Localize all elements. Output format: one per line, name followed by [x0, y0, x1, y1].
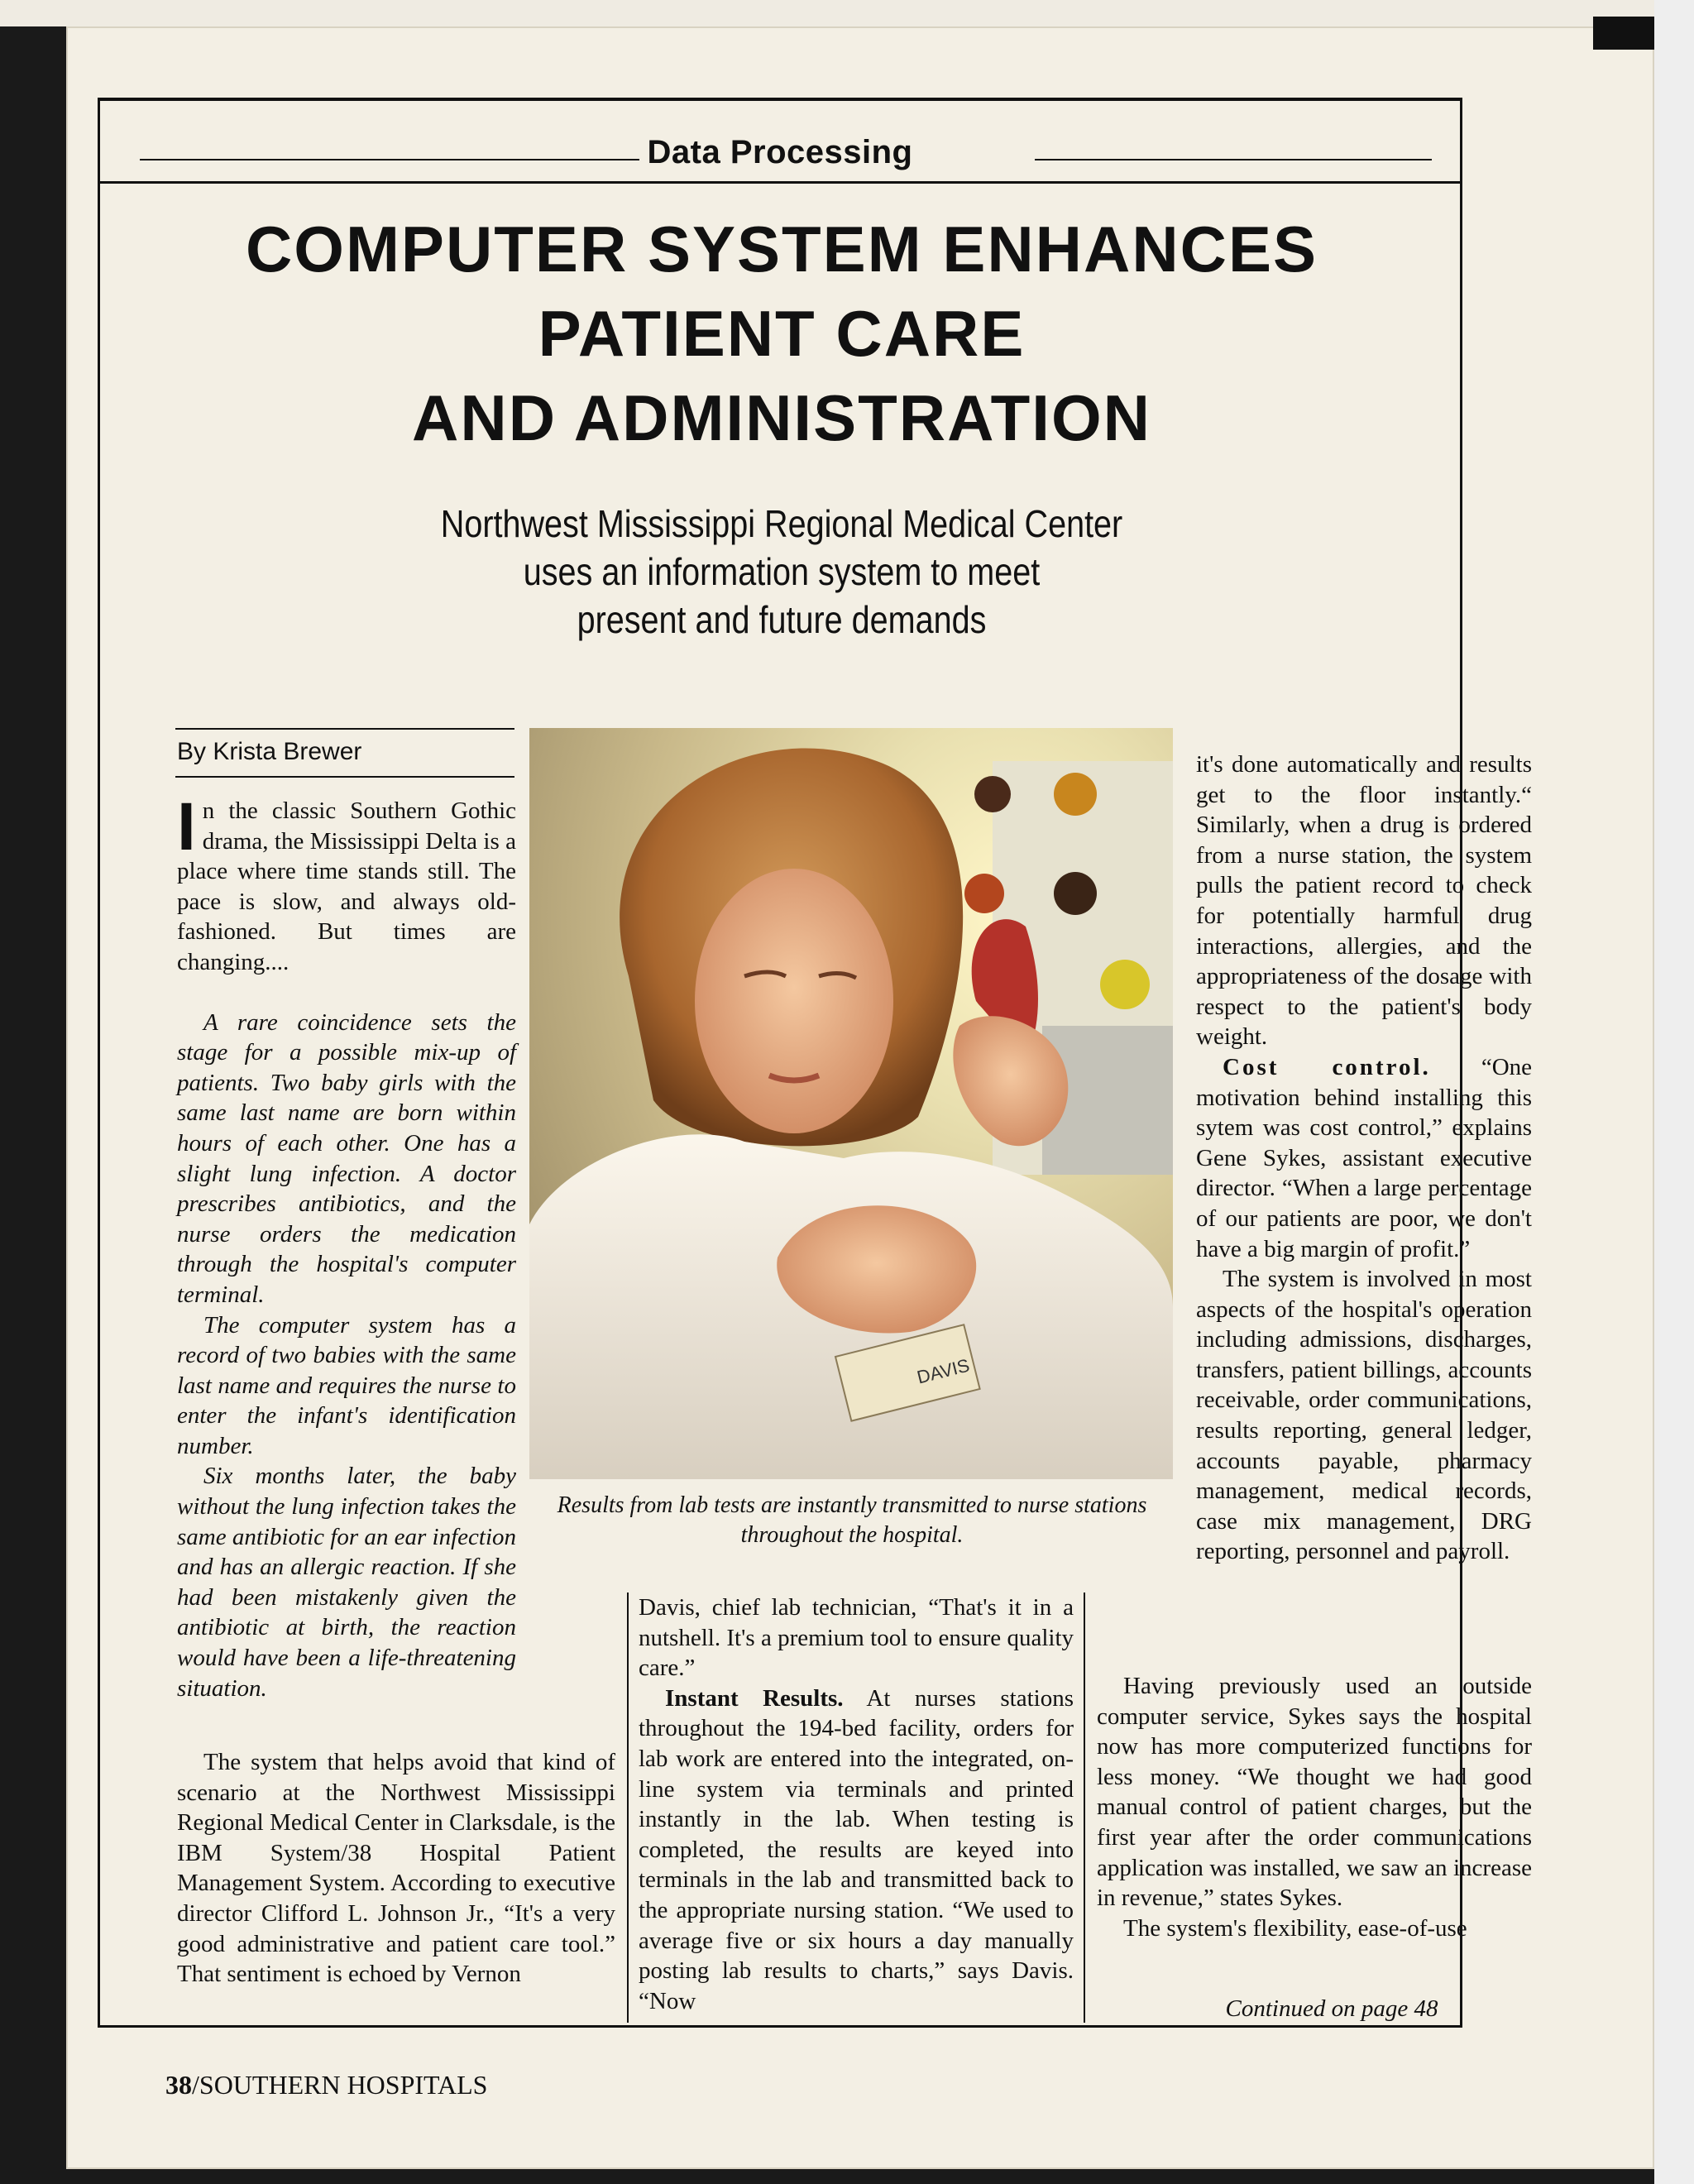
deck-line-1: Northwest Mississippi Regional Medical Center [440, 502, 1123, 545]
continued-on-page: Continued on page 48 [1225, 1995, 1438, 2022]
byline-rule-top [175, 728, 514, 730]
photo-caption: Results from lab tests are instantly transmitted to nurse stations throughout the hospital. [557, 1492, 1147, 1548]
page-footer [165, 2070, 487, 2100]
headline-line-3: AND ADMINISTRATION [412, 381, 1151, 454]
photo-illustration [529, 728, 1173, 1479]
section-title: Data Processing [100, 134, 1460, 171]
lab-technician-photo [529, 728, 1173, 1479]
byline: By Krista Brewer [177, 738, 362, 765]
drop-cap: I [177, 789, 196, 864]
byline-rule-bottom [175, 776, 514, 778]
body-paragraph-cost-control: Cost control. “One motivation behind installing this sytem was cost control,” explains Gene Sykes, assistant executive director. “When a large percentage of our patients are poor, we don't have a big margin of profit.” [1196, 1053, 1533, 1262]
article-column-2 [639, 1592, 1074, 2016]
badge-text: DAVIS [915, 1354, 972, 1388]
frame-rule-left [98, 182, 100, 2027]
subhead-instant-results: Instant Results. [665, 1684, 844, 1712]
column-rule-2 [1084, 1592, 1085, 2023]
face-shape [695, 869, 893, 1133]
body-paragraph-outside-service: Having previously used an outside computer service, Sykes says the hospital now has more computerized functions for less money. “We thought we had good manual control of patient charges, but the first year after the order communications application was installed, we saw an increase in revenue,” states Sykes. [1097, 1673, 1532, 1912]
body-paragraph-automatic: it's done automatically and results get to the floor instantly.“ Similarly, when a drug is ordered from a nurse station, the system pulls the patient record to check for potentially harmful drug interactions, allergies, and the appropriateness of the dosage with respect to the patient's body weight. [1196, 751, 1532, 1051]
deck-subtitle [323, 500, 1240, 644]
deck-line-2: uses an information system to meet [523, 550, 1041, 593]
headline-line-2: PATIENT CARE [538, 297, 1026, 370]
deck-line-3: present and future demands [577, 598, 987, 641]
page-top-margin [0, 0, 1694, 26]
body-paragraph-flexibility: The system's flexibility, ease-of-use [1123, 1914, 1467, 1942]
article-column-3-lower [1097, 1671, 1532, 1943]
intro-paragraph: In the classic Southern Gothic drama, the Mississippi Delta is a place where time stands still. The pace is slow, and always old-fashioned. But times are changing.... [177, 789, 516, 975]
page-number: 38 [165, 2070, 192, 2100]
section-header-box [98, 98, 1462, 184]
body-paragraph-davis: Davis, chief lab technician, “That's it in a nutshell. It's a premium tool to ensure quality care.” [639, 1594, 1074, 1682]
subhead-cost-control: Cost control. [1223, 1053, 1431, 1080]
article-column-1 [177, 789, 516, 1703]
scenario-paragraph-3: Six months later, the baby without the lung infection takes the same antibiotic for an ear infection and has an allergic reaction. If she had been mistakenly given the antibiotic at birth, the reaction would have been a life-threatening situation. [177, 1463, 516, 1702]
page-edge-shadow [1593, 17, 1654, 50]
body-paragraph-instant-results: Instant Results. At nurses stations throughout the 194-bed facility, orders for lab work are entered into the integrated, on-line system via terminals and printed instantly in the lab. When testing is completed, the results are keyed into terminals in the lab and transmitted back to the appropriate nursing station. “We used to average five or six hours a day manually posting lab results to charts,” says Davis. “Now [639, 1684, 1074, 2014]
scenario-paragraph-1: A rare coincidence sets the stage for a possible mix-up of patients. Two baby girls with the same last name are born within hours of each other. One has a slight lung infection. A doctor prescribes antibiotics, and the nurse orders the medication through the hospital's computer terminal. [177, 1008, 516, 1308]
body-paragraph-aspects: The system is involved in most aspects of the hospital's operation including admissions, discharges, transfers, patient billings, accounts receivable, order communications, results reporting, general ledger, accounts payable, pharmacy management, medical records, case mix management, DRG reporting, personnel and payroll. [1196, 1266, 1532, 1565]
article-column-1-lower [177, 1747, 615, 1990]
publication-name: /SOUTHERN HOSPITALS [192, 2070, 488, 2100]
headline-line-1: COMPUTER SYSTEM ENHANCES [245, 213, 1318, 285]
frame-rule-bottom [98, 2025, 1462, 2028]
column-rule-1 [627, 1592, 629, 2023]
page-right-margin [1654, 0, 1694, 2184]
body-paragraph-system: The system that helps avoid that kind of scenario at the Northwest Mississippi Regional Medical Center in Clarksdale, is the IBM System/38 Hospital Patient Management System. According to executive director Clifford L. Johnson Jr., “It's a very good administrative and patient care tool.” That sentiment is echoed by Vernon [177, 1749, 615, 1988]
headline [141, 207, 1423, 460]
article-column-3-upper [1196, 750, 1532, 1567]
scenario-paragraph-2: The computer system has a record of two babies with the same last name and requires the nurse to enter the infant's identification number. [177, 1311, 516, 1459]
